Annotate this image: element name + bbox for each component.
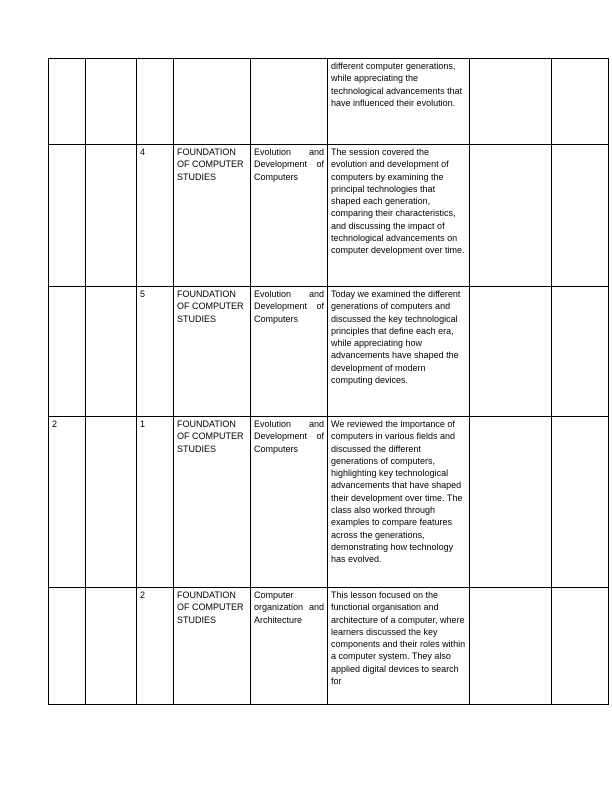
blank-cell	[86, 145, 137, 287]
week-cell: 2	[49, 417, 86, 588]
lesson-cell: 1	[137, 417, 174, 588]
blank-cell	[86, 417, 137, 588]
week-cell	[49, 145, 86, 287]
table-row	[49, 417, 609, 588]
remarks-cell	[470, 588, 552, 705]
subject-cell: FOUNDATION OF COMPUTER STUDIES	[174, 417, 251, 588]
week-cell	[49, 287, 86, 417]
signature-cell	[552, 287, 609, 417]
lesson-record-table	[48, 58, 609, 705]
table-row	[49, 588, 609, 705]
summary-cell: This lesson focused on the functional organisation and architecture of a computer, where learners discussed the key components and their roles within a computer system. They also applied digital devices to search for	[328, 588, 470, 705]
lesson-cell: 2	[137, 588, 174, 705]
signature-cell	[552, 417, 609, 588]
signature-cell	[552, 145, 609, 287]
summary-cell: different computer generations, while appreciating the technological advancements that have influenced their evolution.	[328, 59, 470, 145]
lesson-cell	[137, 59, 174, 145]
subject-cell: FOUNDATION OF COMPUTER STUDIES	[174, 287, 251, 417]
summary-cell: We reviewed the importance of computers in various fields and discussed the different generations of computers, highlighting key technological advancements that have shaped their development over time. The class also worked through examples to compare features across the generations, demonstrating how technology has evolved.	[328, 417, 470, 588]
topic-cell: Evolution and Development of Computers	[251, 287, 328, 417]
blank-cell	[86, 588, 137, 705]
table-row	[49, 287, 609, 417]
signature-cell	[552, 588, 609, 705]
signature-cell	[552, 59, 609, 145]
table-row	[49, 145, 609, 287]
subject-cell: FOUNDATION OF COMPUTER STUDIES	[174, 145, 251, 287]
remarks-cell	[470, 417, 552, 588]
topic-cell: Evolution and Development of Computers	[251, 145, 328, 287]
week-cell	[49, 59, 86, 145]
subject-cell	[174, 59, 251, 145]
lesson-cell: 4	[137, 145, 174, 287]
subject-cell: FOUNDATION OF COMPUTER STUDIES	[174, 588, 251, 705]
remarks-cell	[470, 145, 552, 287]
lesson-cell: 5	[137, 287, 174, 417]
table-row	[49, 59, 609, 145]
topic-cell	[251, 59, 328, 145]
blank-cell	[86, 287, 137, 417]
topic-cell: Evolution and Development of Computers	[251, 417, 328, 588]
remarks-cell	[470, 59, 552, 145]
summary-cell: Today we examined the different generations of computers and discussed the key technological principles that define each era, while appreciating how advancements have shaped the development of modern computing devices.	[328, 287, 470, 417]
week-cell	[49, 588, 86, 705]
blank-cell	[86, 59, 137, 145]
summary-cell: The session covered the evolution and development of computers by examining the principal technologies that shaped each generation, comparing their characteristics, and discussing the impact of technological advancements on computer development over time.	[328, 145, 470, 287]
remarks-cell	[470, 287, 552, 417]
topic-cell: Computer organization and Architecture	[251, 588, 328, 705]
